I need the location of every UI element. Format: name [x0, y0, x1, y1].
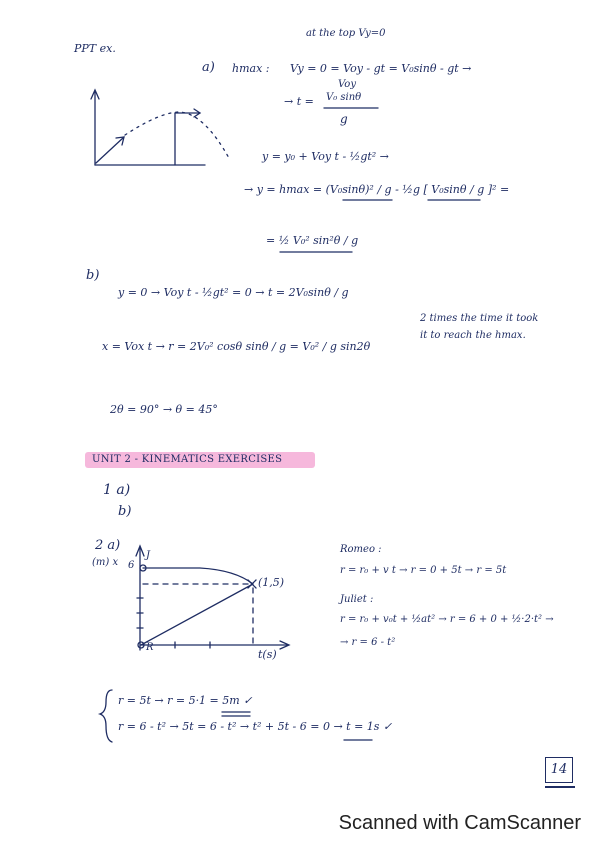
juliet-equation-2: → r = 6 - t²	[340, 637, 396, 648]
system-brace	[100, 690, 112, 742]
sketch1-trajectory	[125, 112, 230, 160]
romeo-line	[141, 584, 253, 645]
juliet-curve	[143, 568, 253, 584]
ex2-axis-y: (m) x	[92, 557, 119, 568]
ex2-intersection-label: (1,5)	[258, 576, 285, 589]
part-a-line2-den-top: V₀ sinθ	[326, 92, 362, 103]
ex2-axis-x: t(s)	[258, 648, 277, 661]
part-a-line4: → y = hmax = (V₀sinθ)² / g - ½g [ V₀sinθ / g ]² =	[244, 183, 510, 196]
romeo-title: Romeo :	[340, 544, 382, 555]
system-eq-2: r = 6 - t² → 5t = 6 - t² → t² + 5t - 6 = 0 → t = 1s ✓	[118, 720, 393, 733]
part-a-line5: = ½ V₀² sin²θ / g	[266, 234, 359, 247]
part-a-line2-prefix: → t =	[284, 95, 314, 108]
part-a-line2-num: Voy	[338, 79, 356, 90]
part-a-line1: Vy = 0 = Voy - gt = V₀sinθ - gt →	[290, 62, 472, 75]
part-b-line1: y = 0 → Voy t - ½gt² = 0 → t = 2V₀sinθ / g	[118, 286, 349, 299]
top-note: at the top Vy=0	[306, 28, 386, 39]
juliet-title: Juliet :	[340, 594, 374, 605]
ex2-juliet-marker: J	[146, 550, 151, 561]
ex2-tick-6: 6	[128, 560, 135, 571]
part-a-label: a)	[202, 60, 215, 75]
scanner-watermark-text: Scanned with CamScanner	[338, 812, 581, 834]
part-b-line3: 2θ = 90° → θ = 45°	[110, 403, 218, 416]
page-number: 14	[545, 757, 573, 783]
part-a-tag: hmax :	[232, 62, 270, 75]
juliet-equation-1: r = r₀ + v₀t + ½at² → r = 6 + 0 + ½·2·t² →	[340, 614, 554, 625]
ex1-b-label: b)	[118, 504, 132, 519]
ex2-label: 2 a)	[95, 538, 121, 553]
part-b-label: b)	[86, 268, 100, 283]
system-eq-1: r = 5t → r = 5·1 = 5m ✓	[118, 694, 253, 707]
sketch1-v0-vector	[96, 137, 124, 163]
part-b-note: 2 times the time it took it to reach the hmax.	[420, 313, 539, 341]
part-b-line2: x = Vox t → r = 2V₀² cosθ sinθ / g = V₀² / g sin2θ	[102, 340, 371, 353]
exercise-title: PPT ex.	[74, 42, 116, 55]
ex2-romeo-marker: R	[146, 642, 154, 653]
unit-heading: UNIT 2 - KINEMATICS EXERCISES	[92, 454, 283, 465]
part-a-line2-den: g	[340, 112, 348, 126]
part-a-line3: y = y₀ + Voy t - ½gt² →	[262, 150, 389, 163]
romeo-equation: r = r₀ + v t → r = 0 + 5t → r = 5t	[340, 565, 507, 576]
ex1-a-label: 1 a)	[103, 482, 131, 498]
